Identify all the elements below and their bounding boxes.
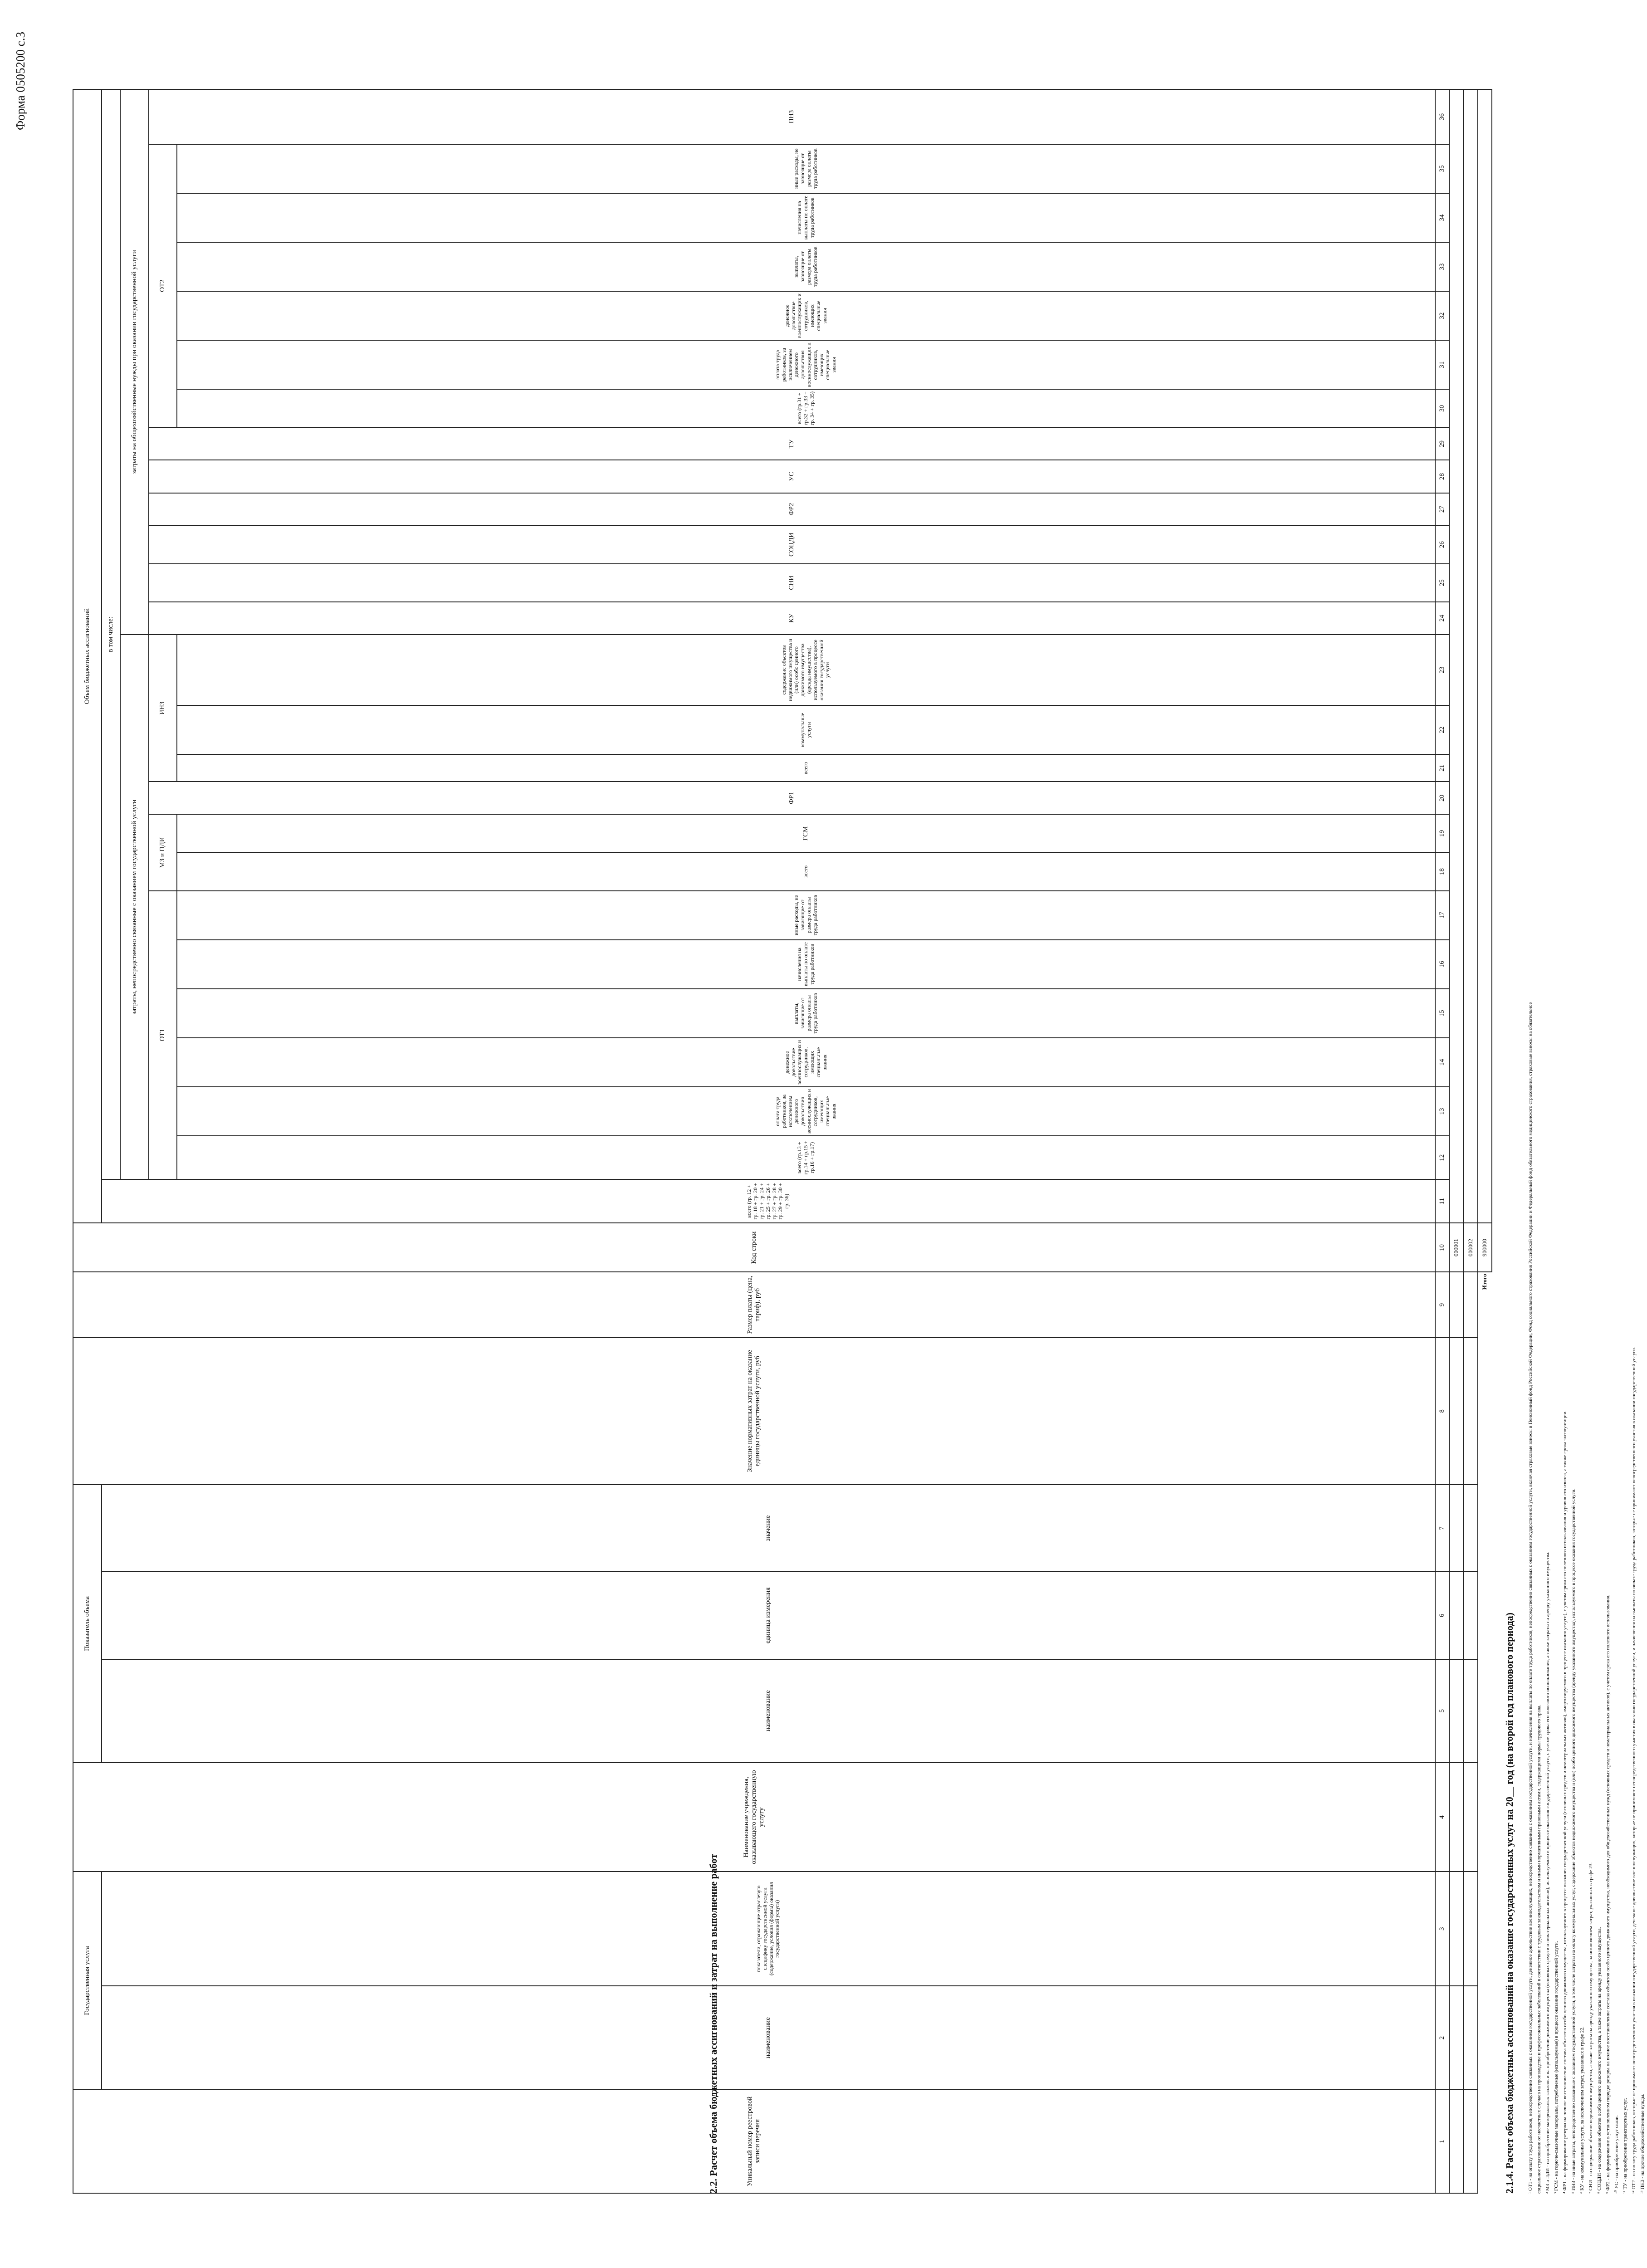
header-socdi: СОЦДИ xyxy=(149,526,1435,564)
total-cell[interactable] xyxy=(1478,89,1492,1223)
column-number: 21 xyxy=(1435,754,1449,782)
column-number: 7 xyxy=(1435,1485,1449,1572)
footnote: ⁷ СНИ - на содержание объектов недвижимого имущества, а также затраты на аренду указанного имущества, за исключением затрат, указанных в графе 23. xyxy=(1588,1862,1593,2194)
header-ku: КУ xyxy=(149,602,1435,635)
header-inz-total: всего xyxy=(177,754,1435,782)
cell[interactable] xyxy=(1449,1986,1463,2089)
header-ot1-payments: выплаты, зависящие от размера оплаты труда работников xyxy=(177,989,1435,1038)
footnote: ¹ ОТ1 - на оплату труда работников, непосредственно связанных с оказанием государственной услуги, денежное довольствие военнослужащих, непосредственно связанных с оказанием государственной услуги, и начисления на выплаты по оплате труда работников, непосредственно связанных с оказанием государственной услуги, включая страховые взносы в Пенсионный фонд Российской Федерации, Фонд социального страхования Российской Федерации и Федеральный фонд обязательного медицинского страхования, страховые взносы на обязательное xyxy=(1528,1002,1533,2194)
footnote: ⁴ ФР1 - на формирование резерва на полное восстановление состава объектов особо ценного движимого имущества, используемого в процессе оказания государственной услуги (основных средств и нематериальных активов), амортизируемого в процессе оказания услуги), с учетом срока его полезного использования и уровня его износа, а также срока эксплуатации. xyxy=(1562,1410,1568,2194)
row-code: 000002 xyxy=(1463,1223,1477,1272)
column-number: 26 xyxy=(1435,526,1449,564)
cell[interactable] xyxy=(1463,1338,1477,1485)
footnote: ³ ГСМ - на горюче-смазочные материалы, потребляемые (используемые) в процессе оказания государственной услуги. xyxy=(1554,1941,1559,2194)
column-number: 4 xyxy=(1435,1763,1449,1872)
header-mz-total: всего xyxy=(177,852,1435,890)
column-number: 27 xyxy=(1435,493,1449,526)
cell[interactable] xyxy=(1449,1872,1463,1986)
cell[interactable] xyxy=(1463,89,1477,1223)
column-number: 5 xyxy=(1435,1659,1449,1763)
header-service-name: наименование xyxy=(102,1986,1435,2089)
header-volume-value: значение xyxy=(102,1485,1435,1572)
header-unique-number: Уникальный номер реестровой записи перечня xyxy=(73,2090,1435,2193)
column-number: 25 xyxy=(1435,564,1449,602)
cell[interactable] xyxy=(1449,1659,1463,1763)
footnote: социальное страхование от несчастных случаев на производстве и профессиональных заболеваний в соответствии с трудовым законодательством и иными нормативными правовыми актами, содержащими нормы трудового права. xyxy=(1536,1704,1542,2194)
header-including: в том числе: xyxy=(102,89,121,1179)
column-number: 34 xyxy=(1435,193,1449,242)
column-number: 30 xyxy=(1435,389,1449,427)
footnote: ¹² ОТ2 - на оплату труда работников, которые не принимают непосредственного участия в оказании государственной услуги, денежное довольствие военнослужащих, которые не принимают непосредственного участия в оказании государственной услуги, и начисления на выплаты по оплате труда работников, которые не принимают непосредственного участия в оказании государственной услуги. xyxy=(1631,1347,1637,2194)
cell[interactable] xyxy=(1449,1763,1463,1872)
column-number: 32 xyxy=(1435,291,1449,340)
cell[interactable] xyxy=(1463,1659,1477,1763)
header-volume: Показатель объема xyxy=(73,1485,102,1763)
footnote: ⁹ ФР2 - на формирование в установленном порядке резерва на полное восстановление состава объектов особо ценного движимого имущества, необходимого для общехозяйственных нужд (основных средств и нематериальных активов), с учетом срока его полезного использования. xyxy=(1605,1594,1611,2194)
footnote: ⁵ ИНЗ - на иные затраты, непосредственно связанные с оказанием государственной услуги, в том числе затраты на оплату коммунальных услуг, содержание объектов недвижимого имущества и (или) особо ценного движимого имущества (аренду указанного имущества), используемого в процессе оказания государственной услуги. xyxy=(1571,1488,1576,2194)
column-number: 28 xyxy=(1435,460,1449,493)
column-number: 13 xyxy=(1435,1087,1449,1136)
column-number: 14 xyxy=(1435,1038,1449,1087)
header-us: УС xyxy=(149,460,1435,493)
column-number: 6 xyxy=(1435,1572,1449,1659)
header-ot2: ОТ2 xyxy=(149,144,177,428)
column-number: 17 xyxy=(1435,891,1449,940)
services-budget-table xyxy=(73,89,1492,2194)
column-number: 2 xyxy=(1435,1986,1449,2089)
cell[interactable] xyxy=(1463,1572,1477,1659)
cell[interactable] xyxy=(1463,1872,1477,1986)
header-institution: Наименование учреждения, оказывающего государственную услугу xyxy=(73,1763,1435,1872)
total-label: Итого xyxy=(1481,1274,1488,1290)
cell[interactable] xyxy=(1449,1272,1463,1338)
header-ot2-allowance: денежное довольствие военнослужащих и сотрудников, имеющих специальные звания xyxy=(177,291,1435,340)
header-ot1-allowance: денежное довольствие военнослужащих и сотрудников, имеющих специальные звания xyxy=(177,1038,1435,1087)
header-pnz: ПНЗ xyxy=(149,89,1435,144)
column-number: 10 xyxy=(1435,1223,1449,1272)
footnote: ¹¹ ТУ - на приобретение транспортных услуг. xyxy=(1623,2098,1628,2194)
header-fee: Размер платы (цена, тариф), руб xyxy=(73,1272,1435,1338)
column-number: 15 xyxy=(1435,989,1449,1038)
header-ot2-other: иные расходы, не зависящие от размера оплаты труда работников xyxy=(177,144,1435,193)
cell[interactable] xyxy=(1463,1272,1477,1338)
column-number: 31 xyxy=(1435,340,1449,389)
header-volume-name: наименование xyxy=(102,1659,1435,1763)
header-ot1-total: всего (гр.13 + гр.14 + гр.15 + гр.16 + гр.17) xyxy=(177,1136,1435,1179)
column-number: 3 xyxy=(1435,1872,1449,1986)
header-ot2-accruals: начисления на выплаты по оплате труда работников xyxy=(177,193,1435,242)
header-sni: СНИ xyxy=(149,564,1435,602)
section-title-2-1-4: 2.1.4. Расчет объема бюджетных ассигнований на оказание государственных услуг на 20__ год (на второй год планового периода) xyxy=(1504,1613,1515,2194)
table-row xyxy=(1449,89,1463,2193)
footnote: ⁶ КУ - на коммунальные услуги, за исключением затрат, указанных в графе 22. xyxy=(1579,2026,1585,2194)
column-number: 24 xyxy=(1435,602,1449,635)
cell[interactable] xyxy=(1463,1986,1477,2089)
cell[interactable] xyxy=(1449,1338,1463,1485)
column-number: 11 xyxy=(1435,1179,1449,1223)
header-tu: ТУ xyxy=(149,427,1435,460)
column-number: 18 xyxy=(1435,852,1449,890)
cell[interactable] xyxy=(1449,89,1463,1223)
header-row-code: Код строки xyxy=(73,1223,1435,1272)
header-general-costs: затраты на общехозяйственные нужды при оказании государственной услуги xyxy=(120,89,149,635)
services-table-wrap xyxy=(73,89,1492,2194)
header-ot1-salary: оплата труда работников, за исключением денежного довольствия военнослужащих и сотрудников, имеющих специальные звания xyxy=(177,1087,1435,1136)
header-norm-cost: Значение нормативных затрат на оказание единицы государственной услуги, руб xyxy=(73,1338,1435,1485)
header-ot1: ОТ1 xyxy=(149,891,177,1180)
header-direct-costs: затраты, непосредственно связанные с оказанием государственной услуги xyxy=(120,635,149,1179)
footnotes xyxy=(1526,1002,1647,2194)
header-fr1: ФР1 xyxy=(149,782,1435,814)
column-number: 19 xyxy=(1435,814,1449,852)
header-mz-pdi: МЗ и ПДИ xyxy=(149,814,177,890)
header-budget-volume: Объем бюджетных ассигнований xyxy=(73,89,102,1223)
header-volume-unit: единица измерения xyxy=(102,1572,1435,1659)
column-number: 16 xyxy=(1435,940,1449,989)
header-total: всего (гр. 12 + гр. 18 + гр. 20 + гр. 21 + гр. 24 + гр. 25 + гр. 26 + гр. 27 + гр. 28 + гр. 29 + гр. 30 + гр. 36) xyxy=(102,1179,1435,1223)
form-label: Форма 0505200 с.3 xyxy=(14,32,27,131)
cell[interactable] xyxy=(1463,2090,1477,2193)
column-number: 20 xyxy=(1435,782,1449,814)
column-numbers-row xyxy=(1435,89,1449,2193)
header-ot2-total: всего (гр.31 + гр.32 + гр.33 + гр. 34 + гр. 35) xyxy=(177,389,1435,427)
row-code: 000001 xyxy=(1449,1223,1463,1272)
footnote: ⁸ СОЦДИ - на содержание объектов особо ценного движимого имущества, а также затраты на аренду указанного имущества. xyxy=(1597,1927,1602,2194)
cell[interactable] xyxy=(1449,1572,1463,1659)
cell[interactable] xyxy=(1463,1763,1477,1872)
header-service: Государственная услуга xyxy=(73,1872,102,2090)
header-ot1-other: иные расходы, не зависящие от размера оплаты труда работников xyxy=(177,891,1435,940)
column-number: 29 xyxy=(1435,427,1449,460)
footnote: ¹³ ПНЗ - на прочие общехозяйственные нужды. xyxy=(1640,2093,1645,2194)
footnote: ¹⁰ УС - на приобретение услуг связи. xyxy=(1614,2115,1619,2194)
column-number: 12 xyxy=(1435,1136,1449,1179)
header-ot2-payments: выплаты, зависящие от размера оплаты труда работников xyxy=(177,242,1435,291)
column-number: 1 xyxy=(1435,2090,1449,2193)
column-number: 36 xyxy=(1435,89,1449,144)
total-row xyxy=(1478,89,1492,2193)
footnote: ² МЗ и ПДИ - на приобретение материальных запасов и на приобретение движимого имущества (основных средств и нематериальных активов), используемого в процессе оказания государственной услуги, с учетом срока его полезного использования, а также затраты на аренду указанного имущества. xyxy=(1545,1551,1550,2194)
column-number: 33 xyxy=(1435,242,1449,291)
column-number: 9 xyxy=(1435,1272,1449,1338)
cell[interactable] xyxy=(1449,1485,1463,1572)
section-title-2-2: 2.2. Расчет объема бюджетных ассигнований и затрат на выполнение работ xyxy=(708,1853,719,2194)
header-gsm: ГСМ xyxy=(177,814,1435,852)
column-number: 35 xyxy=(1435,144,1449,193)
header-service-indicators: показатели, отражающие отраслевую специфику государственной услуги (содержание, условия (формы) оказания государственной услуги) xyxy=(102,1872,1435,1986)
table-row xyxy=(1463,89,1477,2193)
header-fr2: ФР2 xyxy=(149,493,1435,526)
cell[interactable] xyxy=(1449,2090,1463,2193)
total-row-code: 900000 xyxy=(1478,1223,1492,1272)
cell[interactable] xyxy=(1463,1485,1477,1572)
header-ot2-salary: оплата труда работников, за исключением денежного довольствия военнослужащих и сотрудников, имеющих специальные звания xyxy=(177,340,1435,389)
header-inz: ИНЗ xyxy=(149,635,177,782)
header-inz-property: содержание объектов недвижимого имущества и (или) особо ценного движимого имущества (аренда имущества), используемого в процессе оказания государственной услуги xyxy=(177,635,1435,705)
column-number: 8 xyxy=(1435,1338,1449,1485)
column-number: 22 xyxy=(1435,705,1449,754)
header-ot1-accruals: начисления на выплаты по оплате труда работников xyxy=(177,940,1435,989)
header-inz-utilities: коммунальные услуги xyxy=(177,705,1435,754)
column-number: 23 xyxy=(1435,635,1449,705)
